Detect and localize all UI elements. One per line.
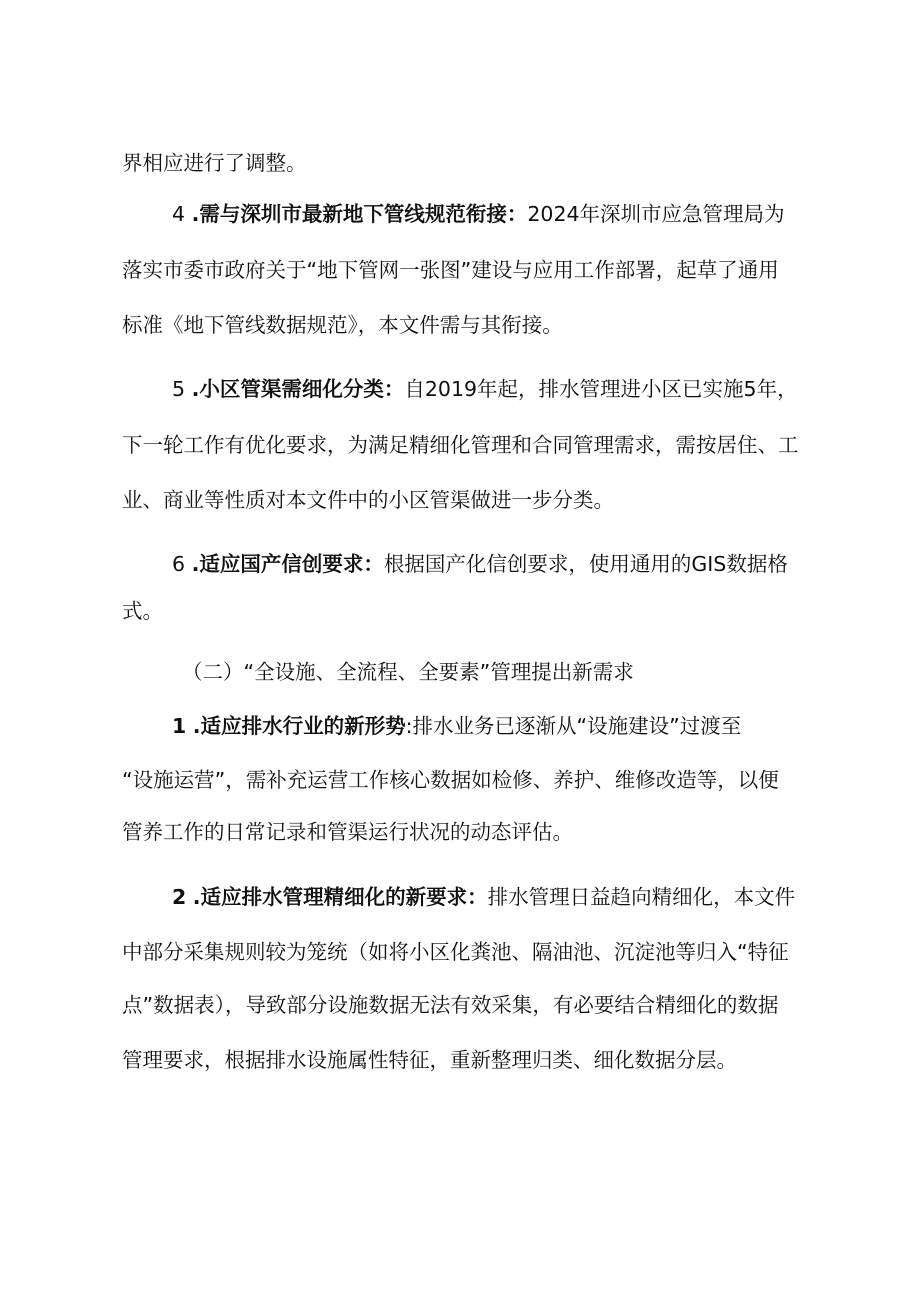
item-6-line-1 <box>172 552 788 576</box>
section-item-1-line-2: “设施运营”，需补充运营工作核心数据如检修、养护、维修改造等，以便 <box>122 768 779 792</box>
item-6-line-2: 式。 <box>122 599 163 623</box>
item-5-text-1: 自2019年起，排水管理进小区已实施5年， <box>404 377 798 401</box>
item-5-line-2: 下一轮工作有优化要求，为满足精细化管理和合同管理需求，需按居住、工 <box>122 433 799 457</box>
item-5-number: 5 <box>172 377 186 401</box>
section-2-title: （二）“全设施、全流程、全要素”管理提出新需求 <box>182 660 634 684</box>
item-6-text-1: 根据国产化信创要求，使用通用的GIS数据格 <box>383 552 788 576</box>
section-item-2-text-1: 排水管理日益趋向精细化，本文件 <box>487 885 796 909</box>
section-item-2-line-1 <box>172 885 795 909</box>
section-item-2-heading: .适应排水管理精细化的新要求： <box>192 885 488 909</box>
section-item-1-number: 1 <box>172 714 187 738</box>
section-item-1-text-1: :排水业务已逐渐从“设施建设”过渡至 <box>405 714 742 738</box>
section-item-1-line-1 <box>172 714 741 738</box>
continuation-line: 界相应进行了调整。 <box>122 151 307 175</box>
item-4-heading: .需与深圳市最新地下管线规范衔接： <box>191 202 528 226</box>
section-item-2-line-4: 管理要求，根据排水设施属性特征，重新整理归类、细化数据分层。 <box>122 1048 737 1072</box>
section-item-1-heading: .适应排水行业的新形势 <box>192 714 406 738</box>
item-4-line-2: 落实市委市政府关于“地下管网一张图”建设与应用工作部署，起草了通用 <box>122 258 779 282</box>
item-6-number: 6 <box>172 552 186 576</box>
section-item-2-line-3: 点”数据表），导致部分设施数据无法有效采集，有必要结合精细化的数据 <box>122 993 779 1017</box>
item-4-line-3: 标准《地下管线数据规范》，本文件需与其衔接。 <box>122 313 563 337</box>
item-4-line-1 <box>172 202 785 226</box>
item-6-heading: .适应国产信创要求： <box>191 552 384 576</box>
section-item-1-line-3: 管养工作的日常记录和管渠运行状况的动态评估。 <box>122 820 573 844</box>
item-5-heading: .小区管渠需细化分类： <box>191 377 405 401</box>
item-4-text-1: 2024年深圳市应急管理局为 <box>527 202 785 226</box>
section-item-2-line-2: 中部分采集规则较为笼统（如将小区化粪池、隔油池、沉淀池等归入“特征 <box>122 940 789 964</box>
section-item-2-number: 2 <box>172 885 187 909</box>
item-5-line-3: 业、商业等性质对本文件中的小区管渠做进一步分类。 <box>122 488 614 512</box>
item-5-line-1 <box>172 377 798 401</box>
item-4-number: 4 <box>172 202 186 226</box>
